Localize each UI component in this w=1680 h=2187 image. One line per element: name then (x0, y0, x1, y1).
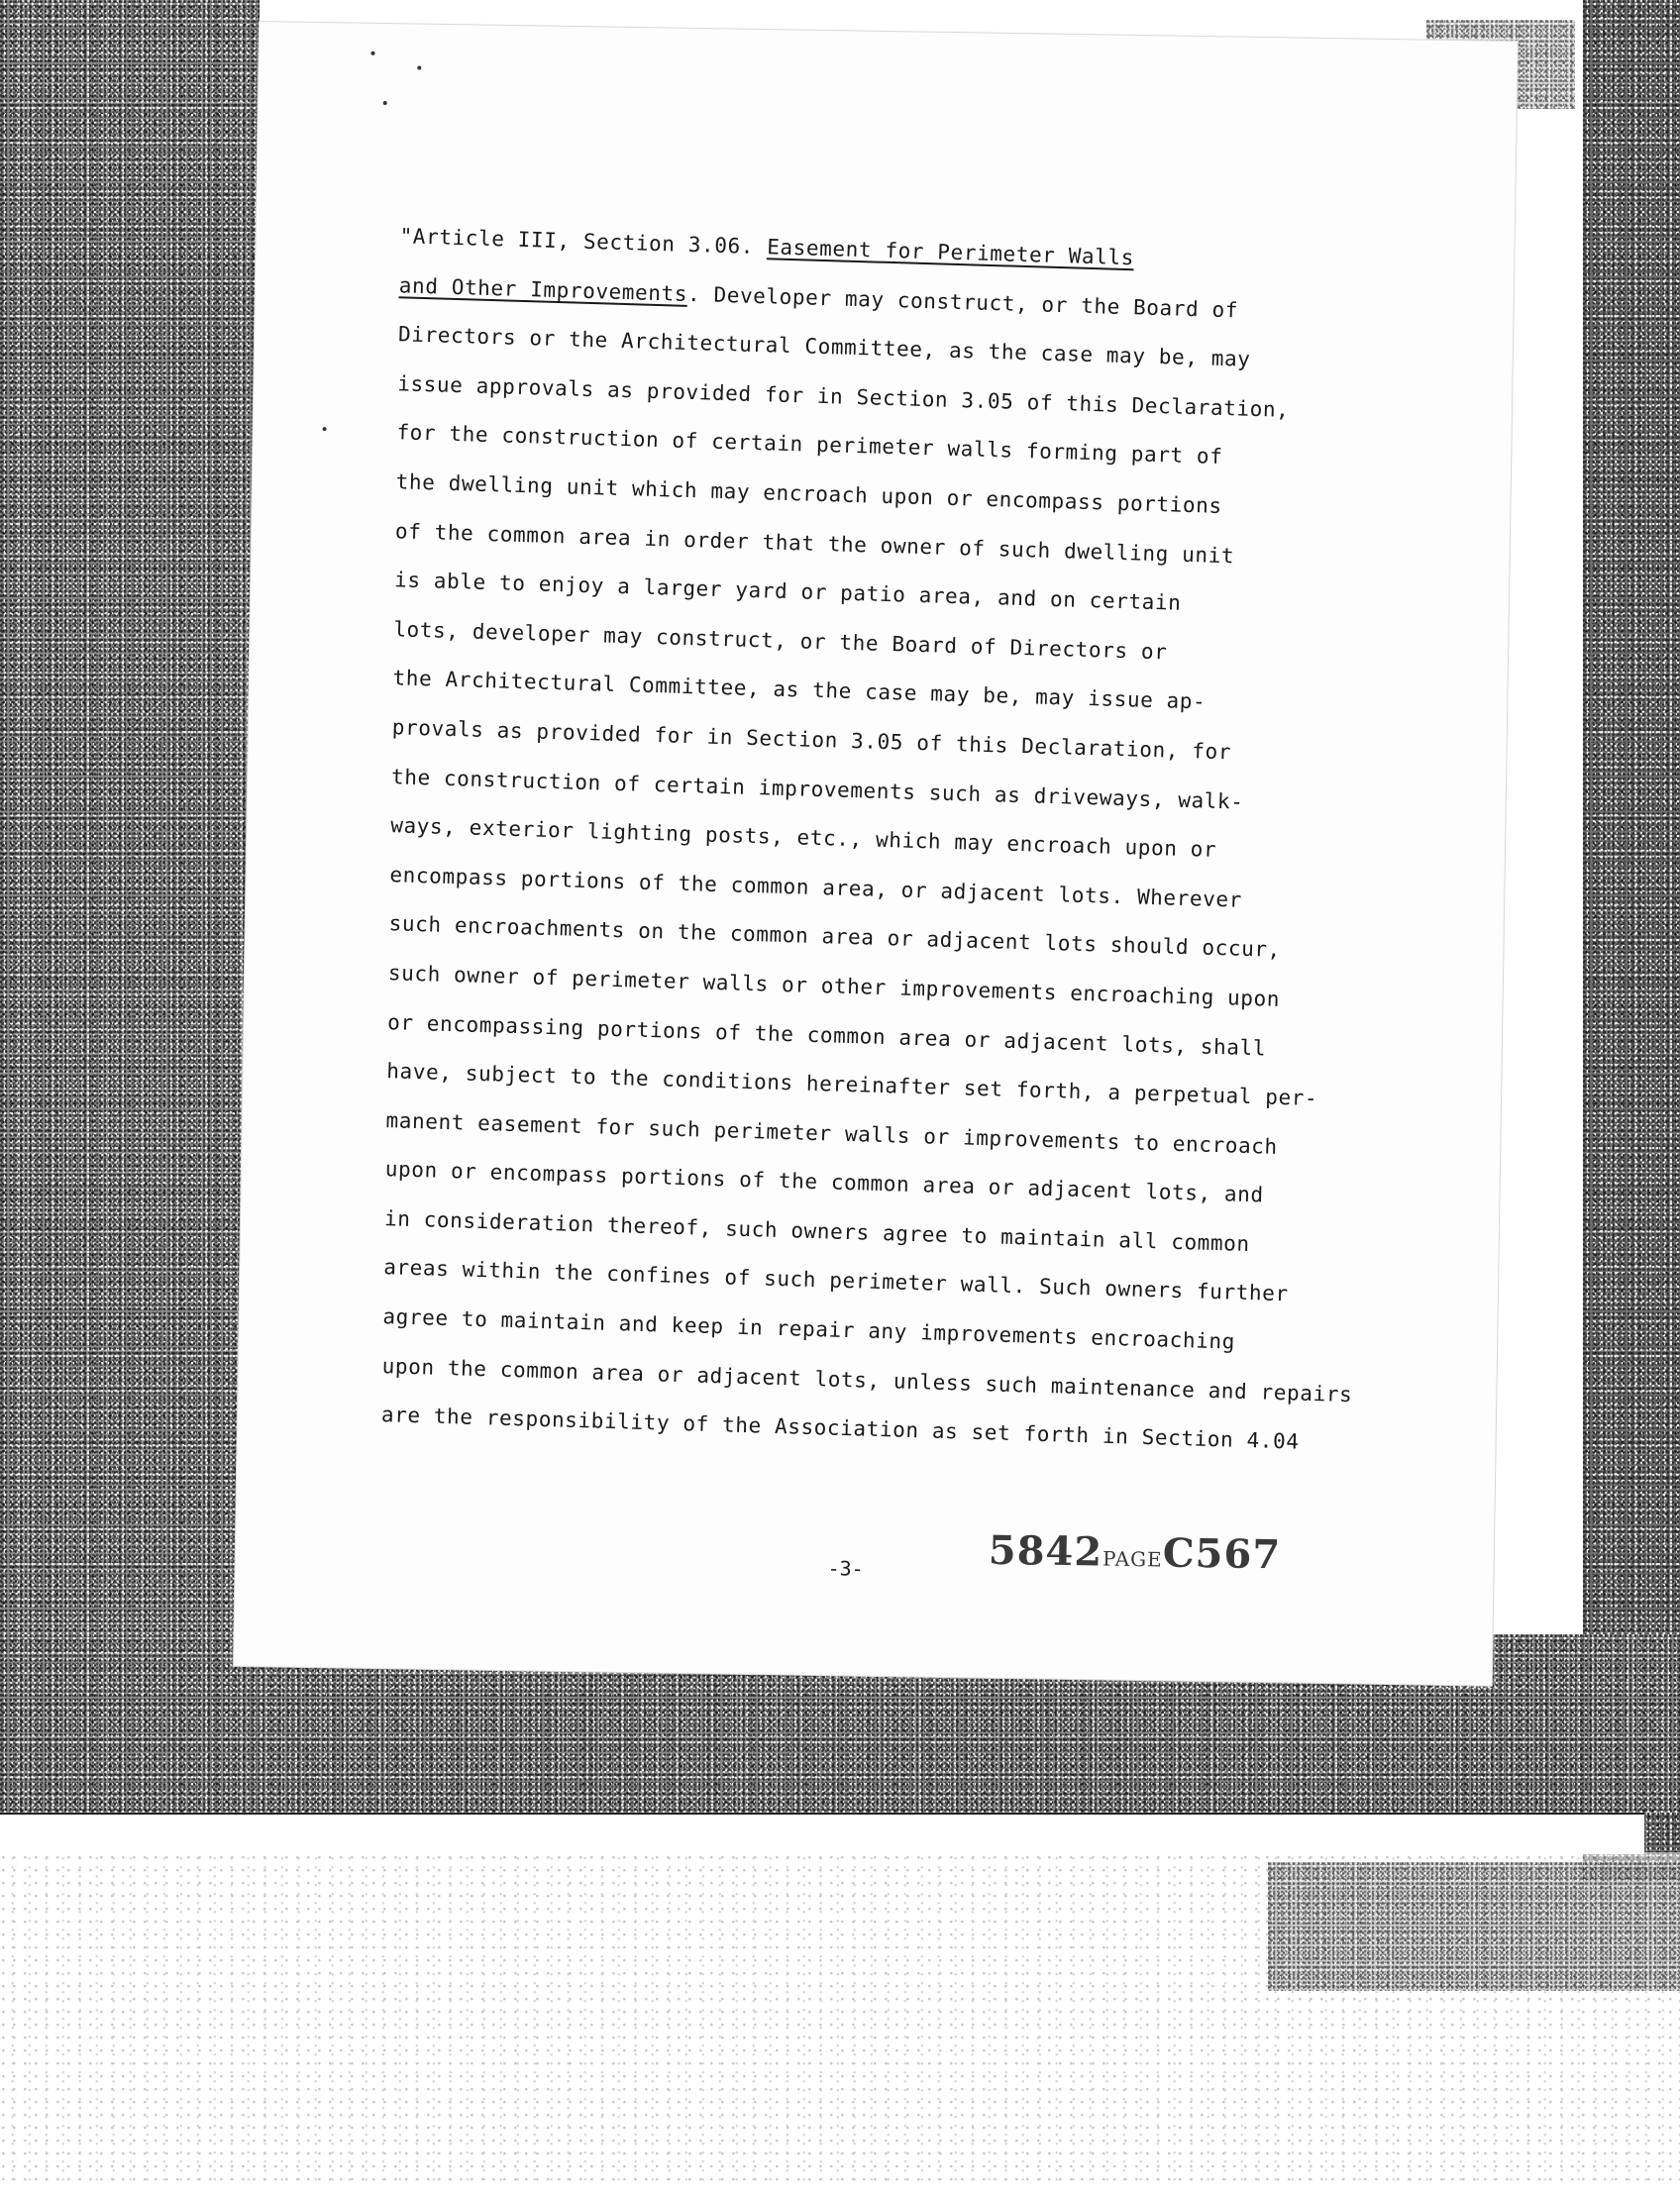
recording-book: 5842 (988, 1526, 1103, 1576)
recording-page-label: PAGE (1102, 1546, 1163, 1572)
line-text: the dwelling unit which may encroach upon or encompass portions (395, 469, 1223, 518)
page-number: -3- (827, 1556, 864, 1581)
line-text: or encompassing portions of the common area or adjacent lots, shall (386, 1009, 1267, 1060)
scan-noise-left (0, 0, 260, 1813)
scan-speck (417, 66, 421, 70)
underlined-heading-text: Easement for Perimeter Walls (766, 235, 1135, 270)
line-text: lots, developer may construct, or the Board of Directors or (393, 616, 1168, 665)
scan-speck (383, 101, 387, 105)
line-text: in consideration thereof, such owners agree to maintain all common (383, 1206, 1251, 1256)
line-text: is able to enjoy a larger yard or patio area, and on certain (393, 568, 1182, 615)
line-text: are the responsibility of the Association as set forth in Section 4.04 (380, 1403, 1300, 1454)
line-text: the construction of certain improvements such as driveways, walk- (390, 764, 1244, 814)
line-text: manent easement for such perimeter walls or improvements to encroach (385, 1107, 1279, 1159)
line-text: upon or encompass portions of the common area or adjacent lots, and (384, 1157, 1265, 1207)
line-text: upon the common area or adjacent lots, unless such maintenance and repairs (381, 1353, 1353, 1406)
line-text: have, subject to the conditions hereinafter set forth, a perpetual per- (386, 1059, 1318, 1111)
scan-speck (370, 52, 374, 55)
recording-stamp (988, 1527, 1281, 1579)
underlined-heading-text: and Other Improvements (398, 272, 688, 306)
recording-page: C567 (1162, 1529, 1282, 1579)
line-text: such owner of perimeter walls or other improvements encroaching upon (387, 961, 1281, 1011)
line-text: such encroachments on the common area or adjacent lots should occur, (388, 911, 1282, 963)
line-text: the Architectural Committee, as the case may be, may issue ap- (392, 666, 1207, 714)
line-text: of the common area in order that the owner of such dwelling unit (394, 518, 1235, 568)
line-text: for the construction of certain perimeter walls forming part of (396, 420, 1223, 469)
line-text: provals as provided for in Section 3.05 of this Declaration, for (391, 715, 1232, 765)
scan-speck (323, 427, 327, 431)
line-text: "Article III, Section 3.06. (399, 224, 768, 260)
line-text: areas within the confines of such perimeter wall. Such owners further (382, 1255, 1290, 1306)
line-text: agree to maintain and keep in repair any improvements encroaching (382, 1304, 1236, 1354)
scan-edge-strip (0, 1813, 1644, 1854)
scan-noise-right (1583, 0, 1680, 1882)
scanned-page (234, 22, 1518, 1686)
line-text: encompass portions of the common area, or adjacent lots. Wherever (389, 862, 1243, 912)
scan-noise-lower-right (1268, 1862, 1680, 1991)
line-text: Directors or the Architectural Committee, as the case may be, may (397, 322, 1251, 371)
line-text: ways, exterior lighting posts, etc., which may encroach upon or (389, 813, 1217, 863)
line-text: . Developer may construct, or the Board of (686, 281, 1239, 322)
line-text: issue approvals as provided for in Section 3.05 of this Declaration, (396, 371, 1290, 422)
document-body (380, 212, 1353, 1454)
